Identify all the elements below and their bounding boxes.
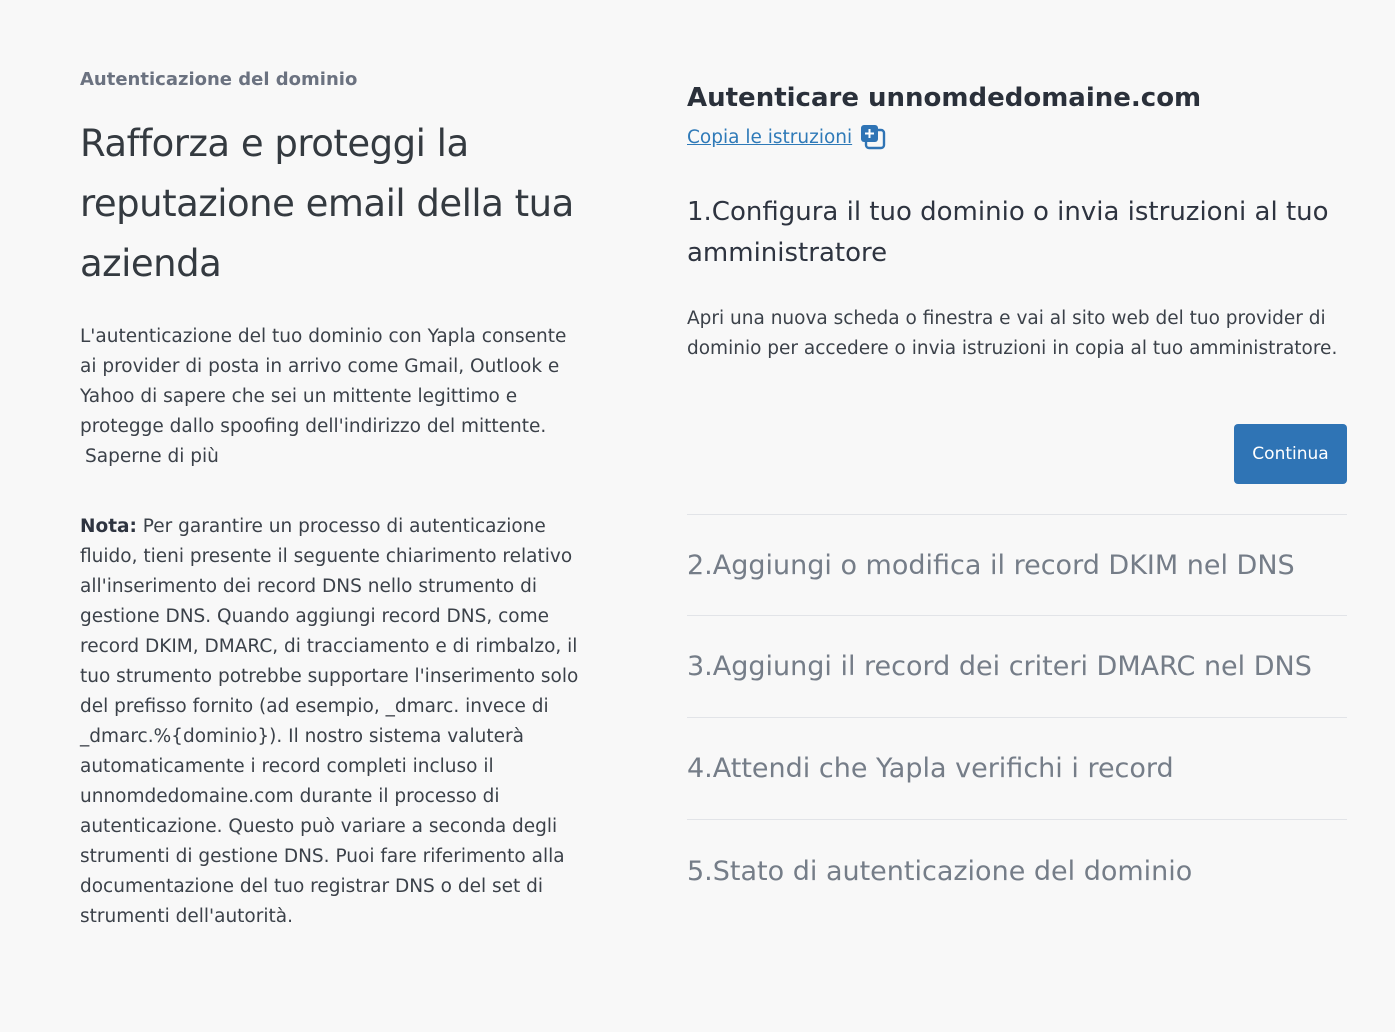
note-text — [80, 512, 580, 932]
active-step-description: Apri una nuova scheda o finestra e vai al sito web del tuo provider di dominio per accedere o invia istruzioni in copia al tuo amministratore. — [687, 308, 1338, 359]
active-step-title: 1.Configura il tuo dominio o invia istruzioni al tuo amministratore — [687, 197, 1329, 268]
auth-steps-panel — [687, 80, 1347, 922]
active-step — [687, 192, 1347, 484]
note-body: Per garantire un processo di autenticazione fluido, tieni presente il seguente chiarimento relativo all'inserimento dei record DNS nello strumento di gestione DNS. Quando aggiungi record DNS, come record DKIM, DMARC, di tracciamento e di rimbalzo, il tuo strumento potrebbe supportare l'inserimento solo del prefisso fornito (ad esempio, _dmarc. invece di _dmarc.%{dominio}). Il nostro sistema valuterà automaticamente i record completi incluso il unnomdedomaine.com durante il processo di autenticazione. Questo può variare a seconda degli strumenti di gestione DNS. Puoi fare riferimento alla documentazione del tuo registrar DNS o del set di strumenti dell'autorità. — [80, 516, 579, 927]
step-status[interactable]: 5.Stato di autenticazione del dominio — [687, 855, 1193, 887]
page-title: Rafforza e proteggi la reputazione email della tua azienda — [80, 122, 574, 285]
step-dkim[interactable]: 2.Aggiungi o modifica il record DKIM nel DNS — [687, 514, 1347, 616]
step-dmarc[interactable]: 3.Aggiungi il record dei criteri DMARC nel DNS — [687, 616, 1347, 718]
intro-paragraph: L'autenticazione del tuo dominio con Yapla consente ai provider di posta in arrivo come Gmail, Outlook e Yahoo di sapere che sei un mittente legittimo e protegge dallo spoofing dell'indirizzo del mittente. — [80, 326, 567, 437]
continue-button[interactable]: Continua — [1234, 424, 1347, 484]
section-eyebrow: Autenticazione del dominio — [80, 69, 358, 90]
copy-instructions-link[interactable] — [687, 124, 886, 150]
note-label: Nota: — [80, 516, 137, 537]
steps-list — [687, 514, 1347, 922]
copy-plus-icon — [860, 124, 886, 150]
learn-more-link[interactable]: Saperne di più — [85, 446, 219, 467]
continue-row — [687, 424, 1347, 484]
step-verify[interactable]: 4.Attendi che Yapla verifichi i record — [687, 718, 1347, 820]
intro-text — [80, 322, 580, 472]
info-panel — [80, 66, 580, 932]
auth-title: Autenticare unnomdedomaine.com — [687, 83, 1202, 113]
copy-instructions-label: Copia le istruzioni — [687, 126, 853, 148]
